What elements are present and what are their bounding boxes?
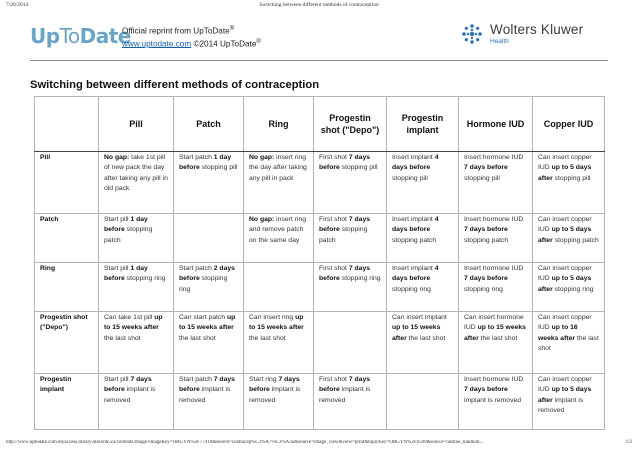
brand-bar — [30, 20, 610, 52]
table-cell — [99, 152, 174, 214]
cell-text: Start patch — [179, 376, 214, 383]
cell-text: stopping pill — [339, 164, 378, 172]
cell-text: Can insert copper IUD — [538, 265, 592, 283]
cell-text: Start ring — [249, 376, 279, 383]
cell-emphasis: 7 days before — [104, 376, 152, 394]
table-cell — [244, 312, 314, 374]
wk-name: Wolters Kluwer — [490, 22, 584, 37]
table-cell — [314, 312, 387, 374]
cell-text: stopping patch — [464, 236, 509, 244]
row-header: Pill — [35, 152, 99, 214]
table-row — [35, 263, 605, 312]
table-cell — [314, 214, 387, 263]
cell-text: the last shot — [406, 334, 446, 342]
table-cell — [533, 374, 605, 430]
column-header: Progestin implant — [387, 97, 459, 152]
table-cell — [244, 374, 314, 430]
cell-text: stopping ring — [124, 275, 166, 283]
cell-emphasis: up to 5 days after — [538, 226, 592, 244]
table-cell — [533, 312, 605, 374]
column-header: Copper IUD — [533, 97, 605, 152]
column-header: Progestin shot ("Depo") — [314, 97, 387, 152]
table-cell — [533, 263, 605, 312]
cell-emphasis: 1 day before — [104, 265, 148, 283]
cell-emphasis: 7 days before — [464, 226, 508, 234]
cell-text: stopping ring — [179, 275, 228, 293]
column-header: Pill — [99, 97, 174, 152]
table-cell — [387, 263, 459, 312]
cell-text: stopping patch — [104, 226, 153, 244]
cell-emphasis: up to 16 weeks after — [538, 324, 578, 342]
cell-text: the last shot — [104, 334, 141, 342]
cell-emphasis: up to 15 weeks after — [249, 314, 304, 332]
cell-emphasis: 1 day before — [179, 154, 232, 172]
cell-emphasis: up to 15 weeks after — [104, 314, 163, 332]
column-header: Hormone IUD — [459, 97, 533, 152]
cell-text: the last shot — [538, 334, 599, 353]
cell-text: Can insert copper IUD — [538, 154, 592, 172]
uptodate-logo — [30, 24, 131, 48]
cell-emphasis: No gap: — [249, 216, 275, 223]
cell-text: implant is removed — [538, 396, 584, 415]
cell-text: Insert implant — [392, 216, 435, 223]
cell-text: First shot — [319, 265, 349, 272]
cell-text: Can take 1st pill — [104, 314, 155, 321]
cell-emphasis: up to 5 days after — [538, 164, 592, 182]
table-cell — [174, 214, 244, 263]
table-cell — [459, 374, 533, 430]
page-number: 1/2 — [625, 440, 632, 445]
cell-text: take 1st pill of new pack the day after taking any pill in old pack — [104, 154, 168, 193]
column-header: Patch — [174, 97, 244, 152]
cell-text: Start pill — [104, 265, 131, 272]
registered-mark: ® — [229, 26, 235, 32]
row-header: Ring — [35, 263, 99, 312]
cell-text: Start patch — [179, 265, 214, 272]
table-cell — [314, 374, 387, 430]
registered-mark-2: ® — [256, 38, 261, 45]
cell-text: stopping patch — [319, 226, 368, 244]
header-corner — [35, 97, 99, 152]
table-cell — [99, 312, 174, 374]
cell-text: Can insert implant — [392, 314, 447, 321]
cell-text: stopping pill — [199, 164, 238, 172]
cell-text: Can insert copper IUD — [538, 314, 592, 332]
table-cell — [387, 374, 459, 430]
cell-emphasis: up to 15 weeks after — [179, 314, 236, 332]
wk-globe-icon — [460, 22, 484, 46]
cell-emphasis: up to 5 days after — [538, 386, 592, 404]
cell-emphasis: 2 days before — [179, 265, 235, 283]
cell-emphasis: 7 days before — [464, 386, 508, 394]
table-row — [35, 152, 605, 214]
table-cell — [533, 214, 605, 263]
table-cell — [459, 263, 533, 312]
cell-text: Start pill — [104, 376, 131, 383]
table-cell — [174, 152, 244, 214]
cell-text: stopping ring — [392, 285, 431, 293]
table-cell — [459, 214, 533, 263]
cell-text: stopping ring — [464, 285, 503, 293]
row-header: Patch — [35, 214, 99, 263]
cell-text: Start patch — [179, 154, 214, 161]
cell-text: the last shot — [249, 334, 286, 342]
table-cell — [99, 263, 174, 312]
table-cell — [387, 152, 459, 214]
cell-emphasis: up to 15 weeks after — [392, 324, 441, 342]
table-cell — [314, 263, 387, 312]
table-row — [35, 312, 605, 374]
cell-emphasis: 7 days before — [249, 376, 300, 394]
cell-text: Can insert ring — [249, 314, 296, 321]
cell-text: stopping ring — [339, 275, 381, 283]
cell-emphasis: No gap: — [249, 154, 275, 161]
cell-text: Insert implant — [392, 265, 435, 272]
cell-text: First shot — [319, 154, 349, 161]
print-date: 7/20/2014 — [6, 2, 29, 8]
cell-emphasis: 4 days before — [392, 216, 439, 234]
cell-text: implant is removed — [179, 386, 231, 404]
copyright: ©2014 UpToDate — [193, 39, 257, 49]
cell-emphasis: 7 days before — [319, 216, 371, 234]
table-cell — [174, 312, 244, 374]
cell-text: stopping pill — [392, 174, 428, 182]
logo-part-to: To — [59, 24, 80, 48]
cell-text: the last shot — [478, 334, 518, 342]
print-footer — [6, 440, 632, 449]
cell-text: stopping pill — [552, 174, 591, 182]
wolters-kluwer-logo — [460, 20, 610, 52]
cell-text: stopping patch — [552, 236, 599, 244]
cell-text: First shot — [319, 376, 349, 383]
cell-text: stopping pill — [464, 174, 500, 182]
cell-emphasis: 7 days before — [319, 376, 371, 394]
cell-text: First shot — [319, 216, 349, 223]
reprint-notice — [122, 24, 261, 49]
cell-text: insert ring the day after taking any pill in pack — [249, 154, 307, 182]
cell-text: Start pill — [104, 216, 131, 223]
cell-text: implant is removed — [249, 386, 301, 404]
cell-emphasis: 1 day before — [104, 216, 148, 234]
table-row — [35, 374, 605, 430]
cell-text: Insert hormone IUD — [464, 154, 524, 161]
table-cell — [174, 263, 244, 312]
table-cell — [244, 263, 314, 312]
reprint-line: Official reprint from UpToDate — [122, 26, 230, 36]
cell-emphasis: No gap: — [104, 154, 130, 161]
table-cell — [459, 152, 533, 214]
cell-text: insert ring and remove patch on the same day — [249, 216, 307, 244]
header-divider — [30, 60, 608, 61]
wk-subtitle: Health — [490, 38, 509, 45]
cell-emphasis: 4 days before — [392, 265, 439, 283]
table-cell — [244, 152, 314, 214]
cell-emphasis: 7 days before — [464, 164, 508, 172]
cell-emphasis: 7 days before — [319, 265, 371, 283]
column-header: Ring — [244, 97, 314, 152]
cell-emphasis: 7 days before — [179, 376, 235, 394]
table-row — [35, 214, 605, 263]
logo-part-up: Up — [30, 24, 60, 48]
cell-text: Insert hormone IUD — [464, 265, 524, 272]
cell-emphasis: 4 days before — [392, 154, 439, 172]
cell-text: Can insert copper IUD — [538, 216, 592, 234]
cell-emphasis: up to 5 days after — [538, 275, 592, 293]
cell-text: Can insert copper IUD — [538, 376, 592, 394]
cell-text: implant is removed — [319, 386, 371, 404]
row-header: Progestin shot ("Depo") — [35, 312, 99, 374]
table-cell — [459, 312, 533, 374]
print-footer-url: http://www.uptodate.com.myaccess.library.utoronto.ca/contents/image?imageKey=OBGYN%2F77410&search=contracep%C3%A7%C3%A3o&source=image_view&view=print&topicKey=OBGYN%2F6599&source=outline_link&uti... — [6, 440, 484, 445]
cell-text: Insert implant — [392, 154, 435, 161]
cell-text: Insert hormone IUD — [464, 216, 524, 223]
table-header-row — [35, 97, 605, 152]
cell-text: the last shot — [179, 334, 216, 342]
table-cell — [387, 312, 459, 374]
cell-emphasis: 7 days before — [464, 275, 508, 283]
cell-text: Insert hormone IUD — [464, 376, 524, 383]
cell-text: Can insert hormone IUD — [464, 314, 524, 332]
cell-emphasis: up to 15 weeks after — [464, 324, 526, 342]
document-title: Switching between different methods of contraception — [30, 79, 320, 91]
table-cell — [533, 152, 605, 214]
uptodate-link[interactable]: www.uptodate.com — [122, 39, 192, 49]
cell-emphasis: 7 days before — [319, 154, 371, 172]
table-cell — [99, 374, 174, 430]
cell-text: implant is removed — [464, 396, 522, 404]
cell-text: stopping patch — [392, 236, 437, 244]
row-header: Progestin implant — [35, 374, 99, 430]
table-cell — [387, 214, 459, 263]
table-cell — [99, 214, 174, 263]
cell-text: implant is removed — [104, 386, 156, 404]
logo-part-date: Date — [79, 24, 131, 48]
contraception-switch-table — [34, 96, 605, 430]
table-body — [35, 152, 605, 430]
table-cell — [174, 374, 244, 430]
print-page-title: Switching between different methods of contraception — [259, 2, 379, 8]
table-cell — [244, 214, 314, 263]
table-cell — [314, 152, 387, 214]
cell-text: Can start patch — [179, 314, 227, 321]
print-header — [6, 2, 632, 12]
cell-text: stopping ring — [552, 285, 594, 293]
